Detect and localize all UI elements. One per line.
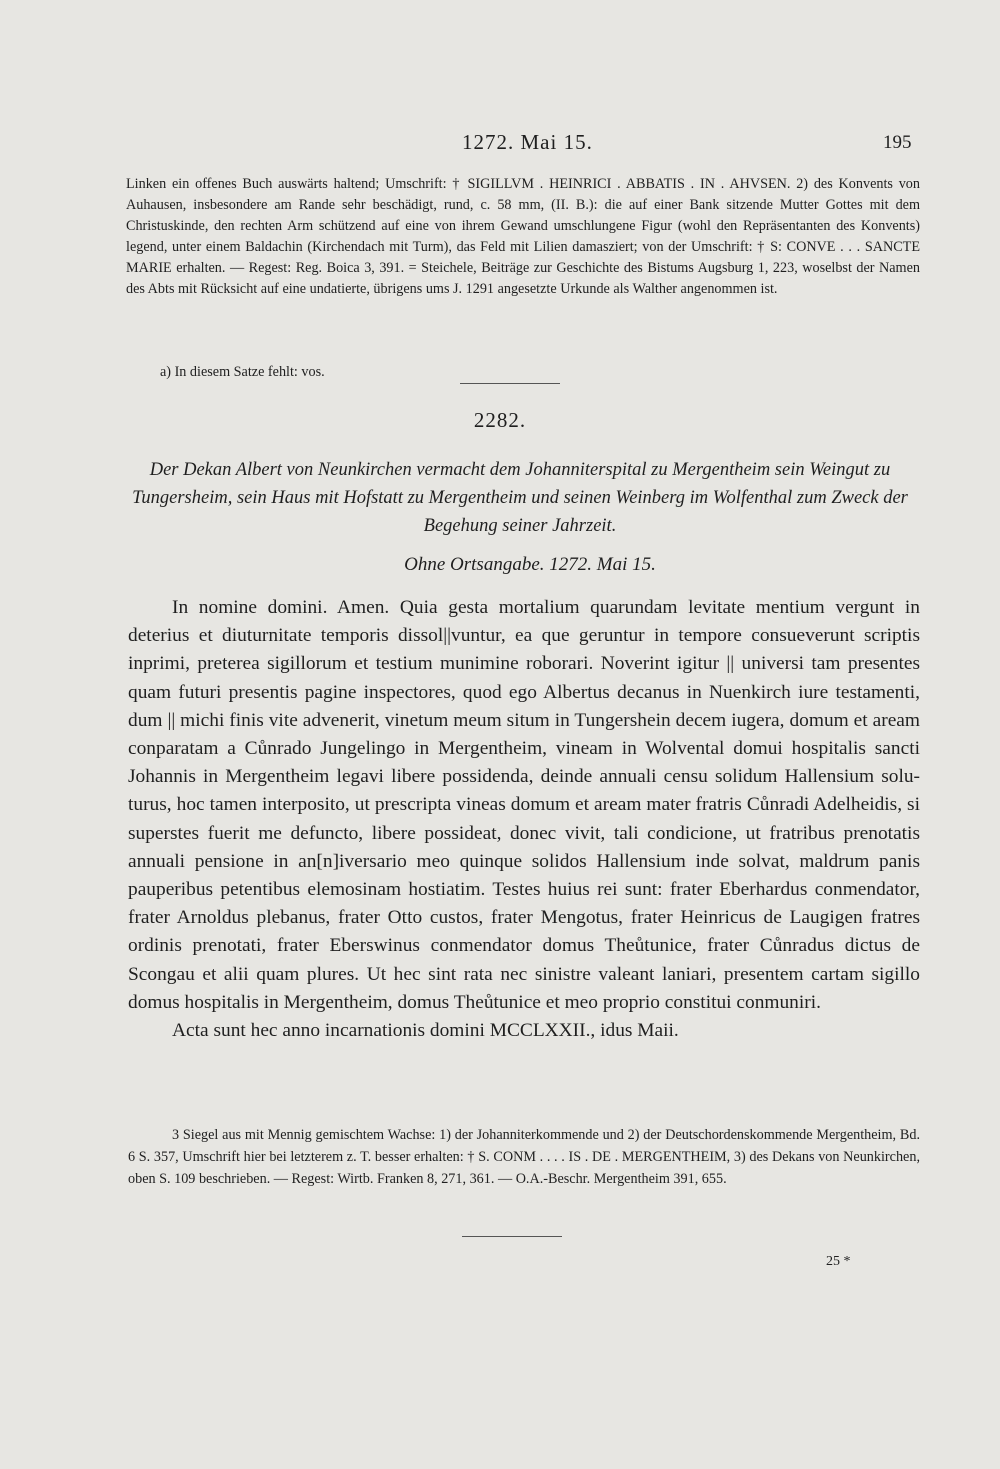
previous-document-note (126, 174, 920, 300)
document-number: 2282. (473, 408, 527, 432)
body-paragraph: In nomine domini. Amen. Quia gesta mortalium quarundam levitate mentium vergunt in deterius et diuturnitate temporis dissol||vuntur, ea que geruntur in tempore consueverunt scriptis inprimi, preterea sigillorum et testium munimine roborari. Noverint igitur || universi tam presentes quam futuri presentis pagine inspectores, quod ego Albertus decanus in Nuenkirch iure testamenti, dum || michi finis vite advenerit, vinetum meum situm in Tungershein decem iugera, domum et aream conparatam a Cůnrado Jungelingo in Mergentheim, vineam in Wolvental domui hospitalis sancti Johannis in Mergentheim legavi libere possidenda, deinde annuali censu solidum Hallensium soluturus, hoc tamen interposito, ut prescripta vineas domum et aream mater fratris Cůnradi Adelheidis, si superstes fuerit me defuncto, libere possideat, donec vivit, tali condicione, ut fratribus prenotatis annuali pensione in an[n]iversario meo quinque solidos Hallensium inde solvat, maldrum panis pauperibus petentibus elemosinam hostiatim. Testes huius rei sunt: frater Eberhardus conmendator, frater Arnoldus plebanus, frater Otto custos, frater Mengotus, frater Heinricus de Laugigen fratres ordinis prenotati, frater Eberswinus conmendator domus Theůtunice, frater Cůnradus dictus de Scongau et alii quam plures. Ut hec sint rata nec sinistre valeant laniari, presentem cartam sigillo domus hospitalis in Mergentheim, domus Theůtunice et meo proprio constitui conmuniri. (128, 597, 920, 1013)
separator-rule (460, 383, 560, 384)
document-regest: Der Dekan Albert von Neunkirchen vermacht dem Johanniterspital zu Mergentheim sein Weingut zu Tungersheim, sein Haus mit Hofstatt zu Mergentheim und seinen Weinberg im Wolfenthal zum Zweck der Begehung seiner Jahrzeit. (132, 460, 908, 536)
document-body (128, 594, 920, 1045)
body-closing: Acta sunt hec anno incarnationis domini MCCLXXII., idus Maii. (172, 1020, 679, 1042)
seal-note-text: 3 Siegel aus mit Mennig gemischtem Wachse: 1) der Johanniterkommende und 2) der Deutschordenskommende Mergentheim, Bd. 6 S. 357, Umschrift hier bei letzterem z. T. besser erhalten: † S. CONM . . . . IS . DE . MERGENTHEIM, 3) des Dekans von Neunkirchen, oben S. 109 beschrieben. — Regest: Wirtb. Franken 8, 271, 361. — O.A.-Beschr. Mergentheim 391, 655. (128, 1127, 920, 1187)
document-date: Ohne Ortsangabe. 1272. Mai 15. (404, 554, 656, 575)
footnote-a: a) In diesem Satze fehlt: vos. (160, 364, 325, 380)
page-number: 195 (883, 132, 912, 153)
running-header (0, 130, 1000, 160)
seal-note (128, 1124, 920, 1190)
header-date: 1272. Mai 15. (462, 130, 593, 154)
signature-mark: 25 * (826, 1254, 851, 1269)
bottom-rule (462, 1236, 562, 1237)
previous-note-text: Linken ein offenes Buch auswärts haltend; Umschrift: † SIGILLVM . HEINRICI . ABBATIS . IN . AHVSEN. 2) des Konvents von Auhausen, insbesondere am Rande sehr beschädigt, rund, c. 58 mm, (II. B.): die auf einer Bank sitzende Mutter Gottes mit dem Christuskinde, den rechten Arm schützend auf eine von ihrem Gewand umschlungene Figur (wohl den Repräsentanten des Konvents) legend, unter einem Baldachin (Kirchendach mit Turm), das Feld mit Lilien damasziert; von der Umschrift: † S: CONVE . . . SANCTE MARIE erhalten. — Regest: Reg. Boica 3, 391. = Steichele, Beiträge zur Geschichte des Bistums Augsburg 1, 223, woselbst der Namen des Abts mit Rücksicht auf eine undatierte, übrigens ums J. 1291 angesetzte Urkunde als Walther angenommen ist. (126, 176, 920, 297)
